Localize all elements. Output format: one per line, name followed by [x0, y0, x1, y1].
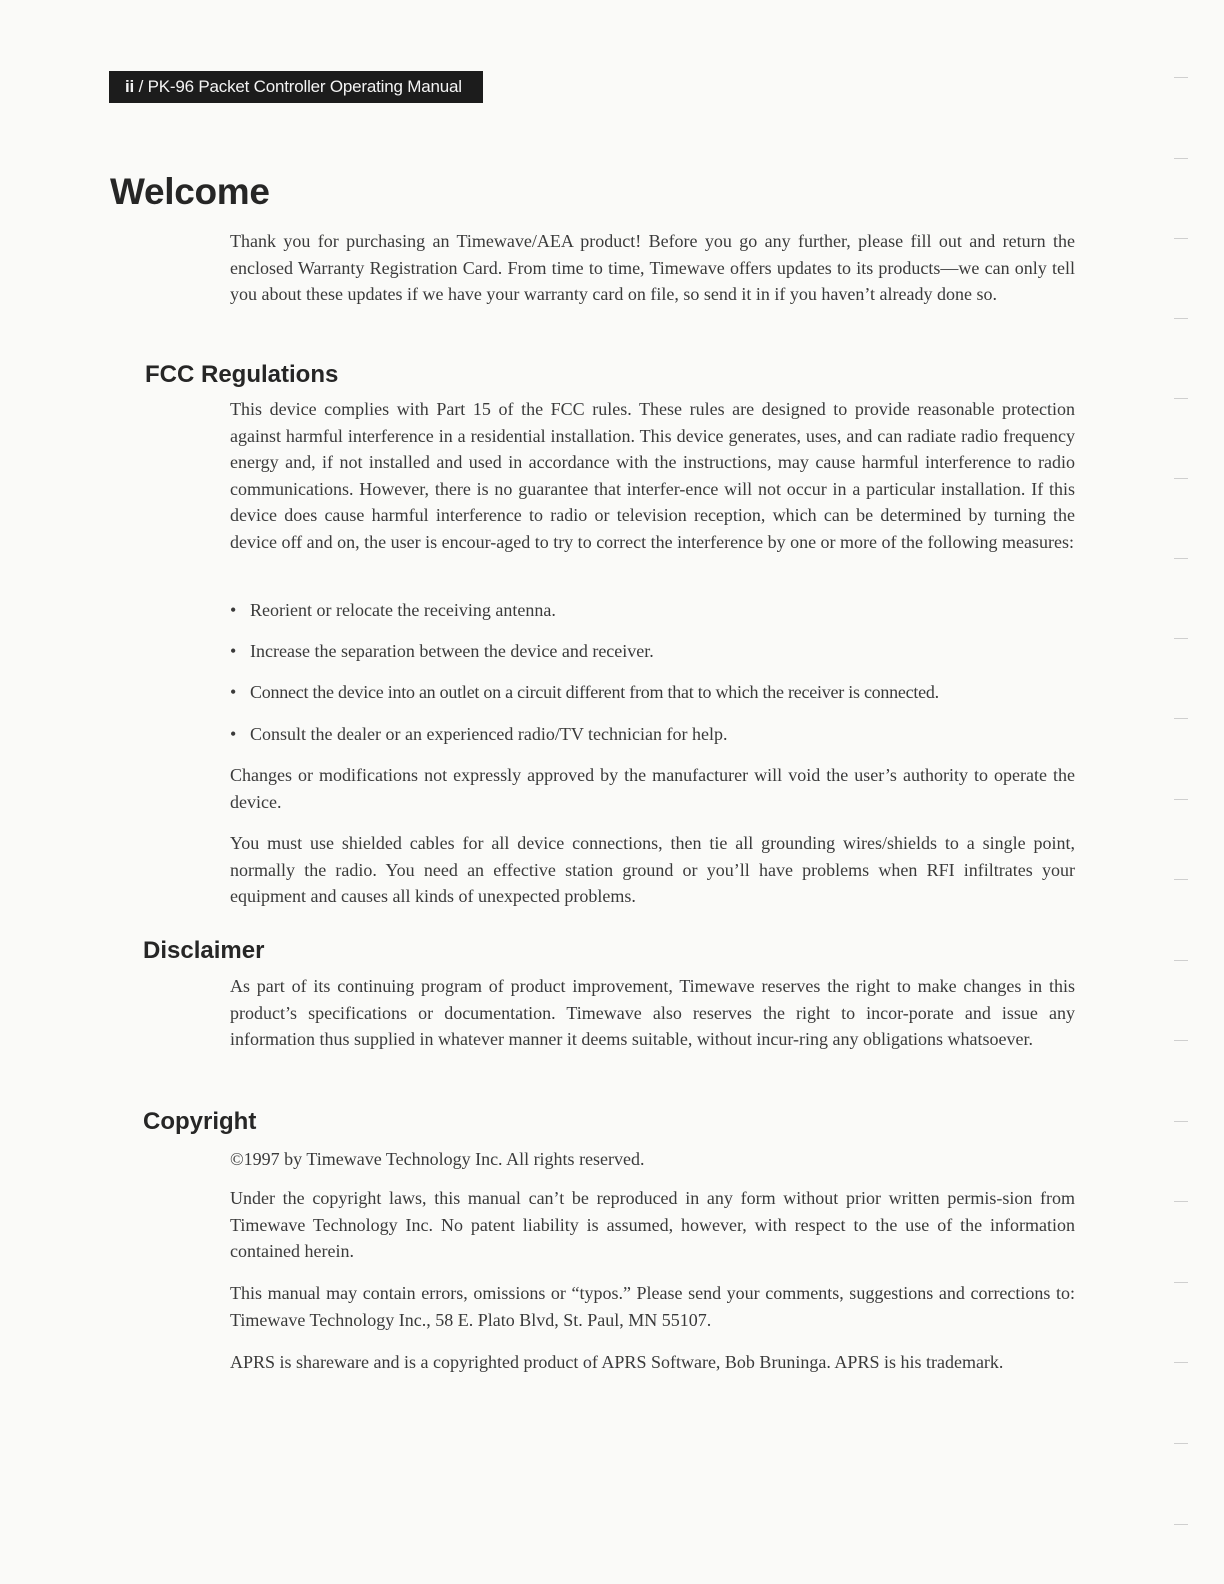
edge-mark	[1174, 398, 1188, 399]
binding-edge-marks	[1174, 0, 1188, 1584]
edge-mark	[1174, 1443, 1188, 1444]
copyright-heading: Copyright	[143, 1108, 257, 1135]
edge-mark	[1174, 879, 1188, 880]
fcc-intro-paragraph: This device complies with Part 15 of the FCC rules. These rules are designed to provide reasonable protection against harmful interference in a residential installation. This device generates, uses, and can radiate radio frequency energy and, if not installed and used in accordance with the instructions, may cause harmful interference to radio communications. However, there is no guarantee that interfer-ence will not occur in a particular installation. If this device does cause harmful interference to radio or television reception, which can be determined by turning the device off and on, the user is encour-aged to try to correct the interference by one or more of the following measures:	[230, 399, 1075, 552]
edge-mark	[1174, 558, 1188, 559]
copyright-law-paragraph: Under the copyright laws, this manual can’t be reproduced in any form without prior written permis-sion from Timewave Technology Inc. No patent liability is assumed, however, with respect to the use of the information contained herein.	[230, 1188, 1075, 1261]
aprs-paragraph: APRS is shareware and is a copyrighted product of APRS Software, Bob Bruninga. APRS is his trademark.	[230, 1352, 1004, 1372]
copyright-notice: ©1997 by Timewave Technology Inc. All rights reserved.	[230, 1149, 645, 1169]
edge-mark	[1174, 718, 1188, 719]
edge-mark	[1174, 799, 1188, 800]
edge-mark	[1174, 1282, 1188, 1283]
edge-mark	[1174, 638, 1188, 639]
fcc-changes-paragraph: Changes or modifications not expressly approved by the manufacturer will void the user’s authority to operate the device.	[230, 765, 1075, 812]
fcc-cables-paragraph: You must use shielded cables for all device connections, then tie all grounding wires/shields to a single point, normally the radio. You need an effective station ground or you’ll have problems when RFI infiltrates your equipment and causes all kinds of unexpected problems.	[230, 833, 1075, 906]
edge-mark	[1174, 1040, 1188, 1041]
copyright-errors-paragraph: This manual may contain errors, omissions or “typos.” Please send your comments, suggestions and corrections to: Timewave Technology Inc., 58 E. Plato Blvd, St. Paul, MN 55107.	[230, 1283, 1075, 1330]
fcc-bullet-item: • Connect the device into an outlet on a circuit different from that to which the receiver is connected.	[230, 682, 939, 702]
fcc-heading: FCC Regulations	[145, 361, 339, 388]
edge-mark	[1174, 1362, 1188, 1363]
welcome-paragraph: Thank you for purchasing an Timewave/AEA product! Before you go any further, please fill out and return the enclosed Warranty Registration Card. From time to time, Timewave offers updates to its products—we can only tell you about these updates if we have your warranty card on file, so send it in if you haven’t already done so.	[230, 231, 1075, 304]
running-header	[109, 71, 483, 103]
bullet-text: Reorient or relocate the receiving antenna.	[250, 600, 556, 620]
disclaimer-heading: Disclaimer	[143, 937, 265, 964]
fcc-bullet-item: • Increase the separation between the device and receiver.	[230, 641, 654, 661]
disclaimer-paragraph: As part of its continuing program of product improvement, Timewave reserves the right to make changes in this product’s specifications or documentation. Timewave also reserves the right to incor-porate and issue any information thus supplied in whatever manner it deems suitable, without incur-ring any obligations whatsoever.	[230, 976, 1075, 1049]
edge-mark	[1174, 478, 1188, 479]
bullet-text: Increase the separation between the device and receiver.	[250, 641, 654, 661]
bullet-text: Connect the device into an outlet on a circuit different from that to which the receiver is connected.	[250, 682, 939, 702]
edge-mark	[1174, 318, 1188, 319]
edge-mark	[1174, 1201, 1188, 1202]
edge-mark	[1174, 77, 1188, 78]
edge-mark	[1174, 1121, 1188, 1122]
bullet-text: Consult the dealer or an experienced radio/TV technician for help.	[250, 724, 728, 744]
edge-mark	[1174, 238, 1188, 239]
page-title: Welcome	[110, 171, 270, 212]
page-number: ii	[125, 77, 135, 96]
edge-mark	[1174, 1524, 1188, 1525]
edge-mark	[1174, 960, 1188, 961]
fcc-bullet-item: • Reorient or relocate the receiving antenna.	[230, 600, 556, 620]
fcc-bullet-item: • Consult the dealer or an experienced radio/TV technician for help.	[230, 724, 728, 744]
edge-mark	[1174, 158, 1188, 159]
manual-title: / PK-96 Packet Controller Operating Manual	[134, 77, 462, 96]
